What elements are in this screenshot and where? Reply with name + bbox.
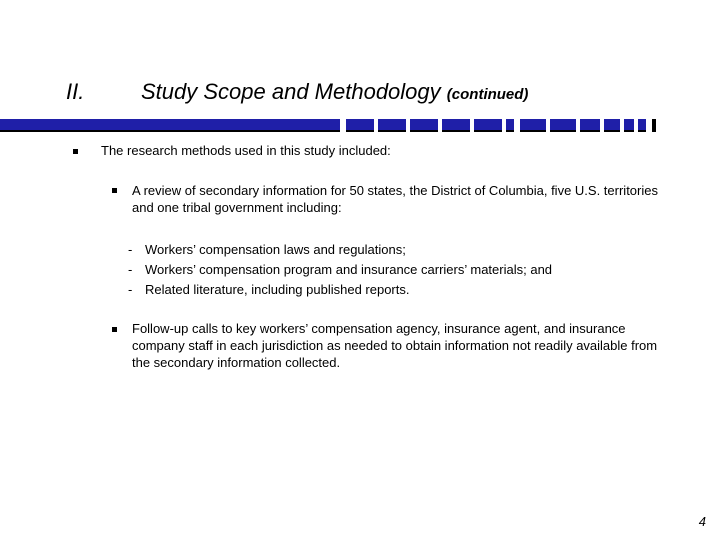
bullet-square-level1 — [73, 149, 78, 154]
slide-title — [141, 78, 528, 109]
sub-item-list — [128, 240, 552, 300]
bullet-square-level2 — [112, 188, 117, 193]
bullet-2-text: Follow-up calls to key workers’ compensation agency, insurance agent, and insurance company staff in each jurisdiction as needed to obtain information not readily available from the secondary information collected. — [132, 321, 658, 370]
sub-item: - Workers’ compensation laws and regulations; — [128, 242, 406, 257]
bullet-1-text: A review of secondary information for 50 states, the District of Columbia, five U.S. territories and one tribal government including: — [132, 183, 658, 215]
section-number: II. — [66, 79, 85, 104]
intro-text: The research methods used in this study included: — [101, 143, 391, 158]
segmented-rule-graphic — [0, 119, 660, 132]
bullet-square-level2 — [112, 327, 117, 332]
title-suffix: (continued) — [446, 86, 529, 103]
sub-item: - Related literature, including published reports. — [128, 282, 410, 297]
title-text: Study Scope and Methodology — [141, 79, 441, 104]
title-rule-bar — [0, 119, 660, 132]
sub-item: - Workers’ compensation program and insurance carriers’ materials; and — [128, 262, 553, 277]
page-number: 4 — [698, 514, 706, 529]
